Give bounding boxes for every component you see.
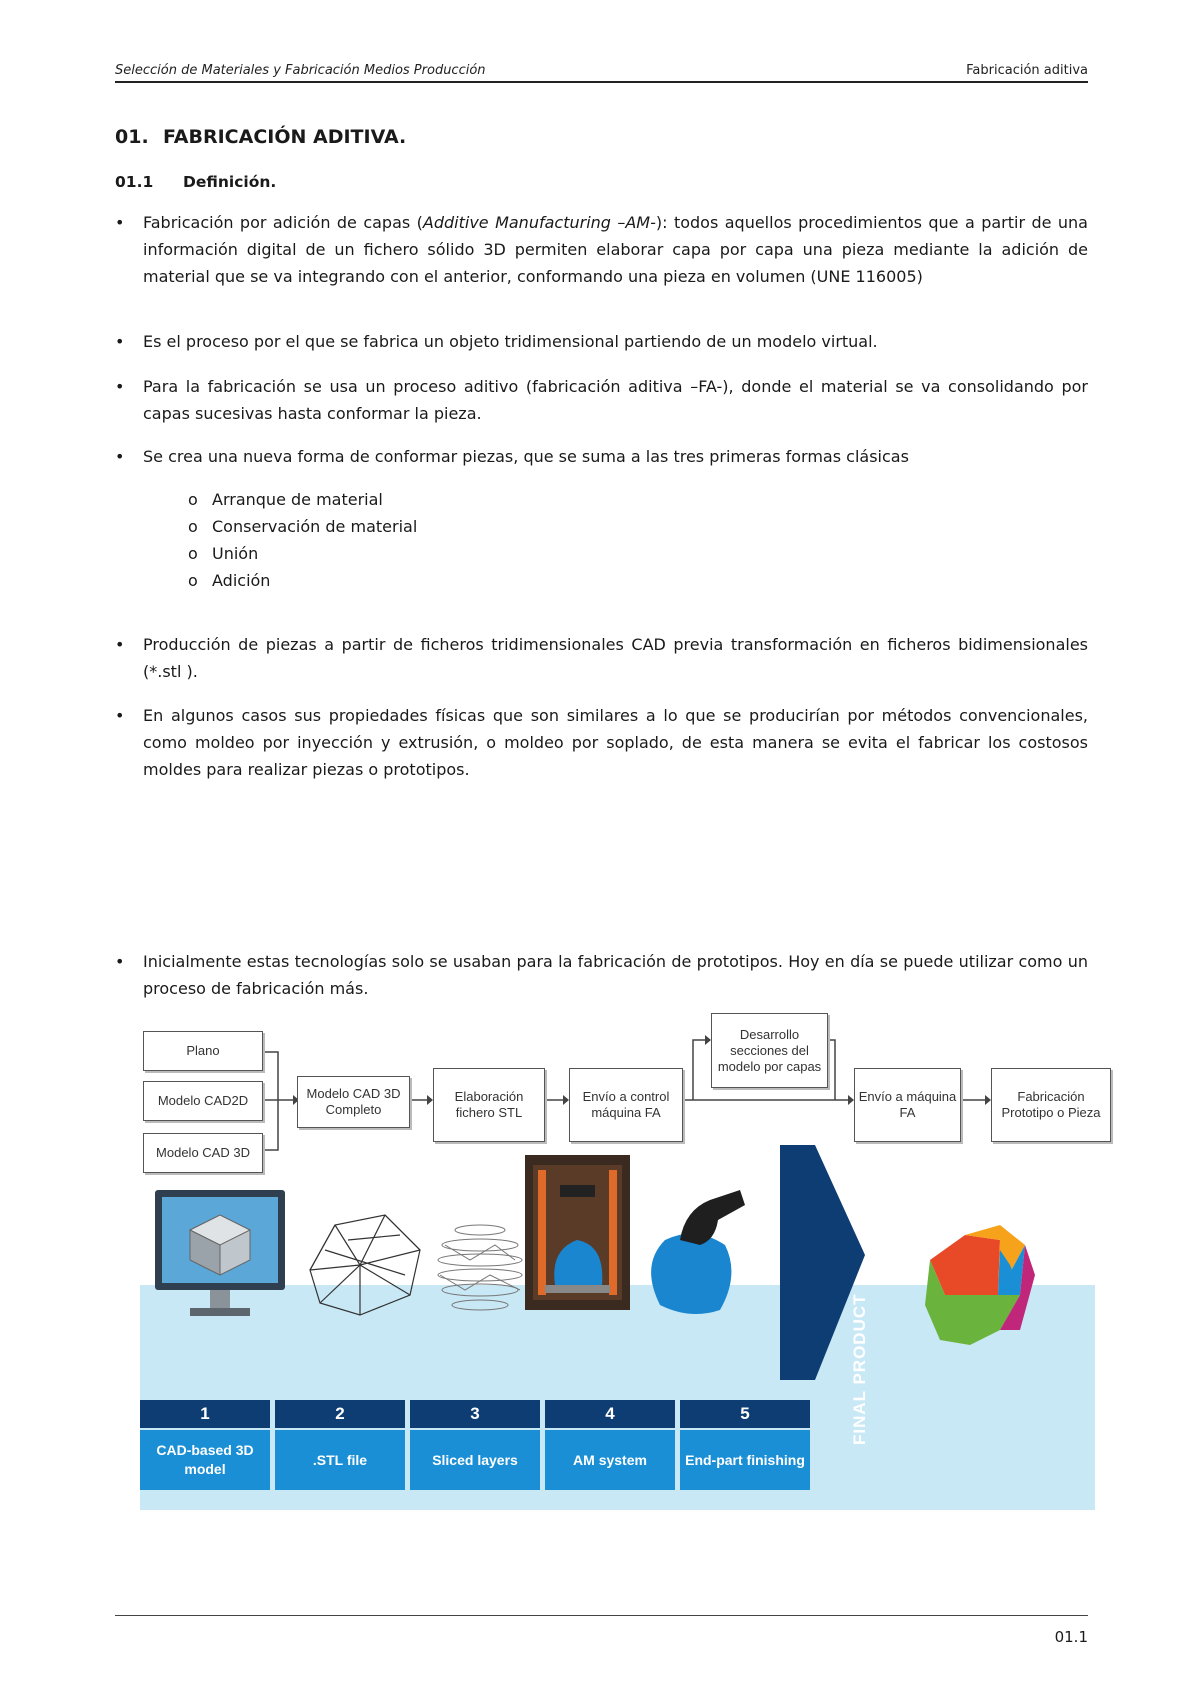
bullet-dot: • [115, 447, 125, 466]
bullet-4-text: Se crea una nueva forma de conformar piezas, que se suma a las tres primeras formas clásicas [143, 447, 909, 466]
step-number: 1 [140, 1400, 270, 1428]
bullet-1-post: ): todos aquellos procedimientos que a partir de una información digital de un fichero sólido 3D permiten elaborar capa por capa una pieza mediante la adición de material que se va integrando con el anterior, conformando una pieza en volumen (UNE 116005) [143, 213, 1088, 286]
flow-box-completo: Modelo CAD 3D Completo [297, 1076, 410, 1128]
sub-item-text: Conservación de material [212, 517, 418, 536]
header-right: Fabricación aditiva [966, 63, 1088, 78]
step-label: AM system [545, 1430, 675, 1490]
bullet-dot: • [115, 377, 125, 396]
step-number: 2 [275, 1400, 405, 1428]
step-number: 5 [680, 1400, 810, 1428]
flow-box-secciones: Desarrollo secciones del modelo por capas [711, 1013, 828, 1088]
bullet-dot: • [115, 952, 125, 971]
final-product-icon [925, 1225, 1035, 1345]
bullet-2-text: Es el proceso por el que se fabrica un objeto tridimensional partiendo de un modelo virtual. [143, 332, 878, 351]
bullet-6-text: En algunos casos sus propiedades físicas que son similares a lo que se producirían por métodos convencionales, como moldeo por inyección y extrusión, o moldeo por soplado, de esta manera se evita el fabricar los costosos moldes para realizar piezas o prototipos. [143, 706, 1088, 779]
sub-item-text: Unión [212, 544, 259, 563]
flow-box-fabricacion: Fabricación Prototipo o Pieza [991, 1068, 1111, 1142]
sub-item: o Unión [188, 544, 259, 563]
bullet-dot: • [115, 213, 125, 232]
sub-item: o Conservación de material [188, 517, 418, 536]
sub-item: o Arranque de material [188, 490, 383, 509]
sub-item-text: Adición [212, 571, 271, 590]
step-label: CAD-based 3D model [140, 1430, 270, 1490]
step-label: .STL file [275, 1430, 405, 1490]
flow-box-cad3d: Modelo CAD 3D [143, 1133, 263, 1173]
step-number: 4 [545, 1400, 675, 1428]
step-number: 3 [410, 1400, 540, 1428]
sub-item-text: Arranque de material [212, 490, 383, 509]
flow-box-control: Envío a control máquina FA [569, 1068, 683, 1142]
final-product-label: FINAL PRODUCT [850, 1293, 869, 1445]
bullet-1-italic: Additive Manufacturing –AM- [422, 213, 656, 232]
am-machine-icon [525, 1155, 630, 1310]
sub-item: o Adición [188, 571, 271, 590]
bullet-dot: • [115, 635, 125, 654]
step-label: End-part finishing [680, 1430, 810, 1490]
bullet-1-pre: Fabricación por adición de capas ( [143, 213, 423, 232]
flow-box-envio: Envío a máquina FA [854, 1068, 961, 1142]
bullet-dot: • [115, 706, 125, 725]
subsection-title: Definición. [183, 173, 277, 191]
header-left: Selección de Materiales y Fabricación Medios Producción [115, 63, 486, 78]
bullet-7-text: Inicialmente estas tecnologías solo se usaban para la fabricación de prototipos. Hoy en día se puede utilizar como un proceso de fabricación más. [143, 952, 1088, 998]
flow-box-cad2d: Modelo CAD2D [143, 1081, 263, 1121]
flow-box-stl: Elaboración fichero STL [433, 1068, 545, 1142]
flow-box-plano: Plano [143, 1031, 263, 1071]
section-number: 01. [115, 126, 149, 148]
section-title: FABRICACIÓN ADITIVA. [163, 126, 407, 148]
page-number: 01.1 [1054, 1628, 1088, 1646]
bullet-5-text: Producción de piezas a partir de ficheros tridimensionales CAD previa transformación en ficheros bidimensionales (*.stl ). [143, 635, 1088, 681]
step-label: Sliced layers [410, 1430, 540, 1490]
footer-rule [115, 1615, 1088, 1616]
bullet-3-text: Para la fabricación se usa un proceso aditivo (fabricación aditiva –FA-), donde el material se va consolidando por capas sucesivas hasta conformar la pieza. [143, 377, 1088, 423]
subsection-number: 01.1 [115, 173, 154, 191]
bullet-dot: • [115, 332, 125, 351]
